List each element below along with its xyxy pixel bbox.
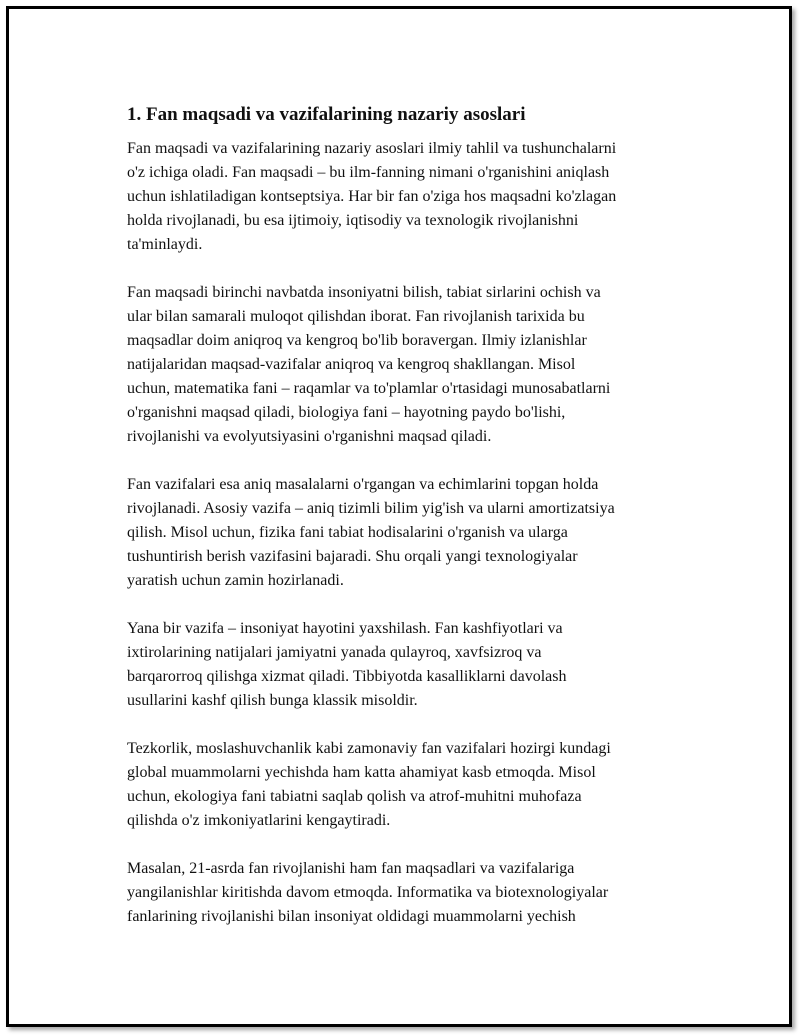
text-line: ular bilan samarali muloqot qilishdan iborat. Fan rivojlanish tarixida bu <box>127 308 585 325</box>
text-line: Masalan, 21-asrda fan rivojlanishi ham fan maqsadlari va vazifalariga <box>127 860 575 877</box>
text-line: uchun, matematika fani – raqamlar va to'plamlar o'rtasidagi munosabatlarni <box>127 380 611 397</box>
text-line: o'z ichiga oladi. Fan maqsadi – bu ilm-fanning nimani o'rganishini aniqlash <box>127 164 610 181</box>
text-line: rivojlanishi va evolyutsiyasini o'rganishni maqsad qiladi. <box>127 428 492 445</box>
text-line: qilishda o'z imkoniyatlarini kengaytiradi. <box>127 812 391 829</box>
text-line: ta'minlaydi. <box>127 236 203 253</box>
document-body <box>127 101 707 953</box>
text-line: Fan vazifalari esa aniq masalalarni o'rgangan va echimlarini topgan holda <box>127 476 599 493</box>
text-line: Yana bir vazifa – insoniyat hayotini yaxshilash. Fan kashfiyotlari va <box>127 620 563 637</box>
text-line: holda rivojlanadi, bu esa ijtimoiy, iqtisodiy va texnologik rivojlanishni <box>127 212 579 229</box>
text-line: yangilanishlar kiritishda davom etmoqda. Informatika va biotexnologiyalar <box>127 884 609 901</box>
text-line: tushuntirish berish vazifasini bajaradi. Shu orqali yangi texnologiyalar <box>127 548 578 565</box>
document-page <box>6 6 792 1027</box>
text-line: Tezkorlik, moslashuvchanlik kabi zamonaviy fan vazifalari hozirgi kundagi <box>127 740 611 757</box>
text-line: maqsadlar doim aniqroq va kengroq bo'lib boravergan. Ilmiy izlanishlar <box>127 332 587 349</box>
section-heading: 1. Fan maqsadi va vazifalarining nazariy asoslari <box>127 104 526 125</box>
text-line: yaratish uchun zamin hozirlanadi. <box>127 572 344 589</box>
text-line: Fan maqsadi birinchi navbatda insoniyatni bilish, tabiat sirlarini ochish va <box>127 284 601 301</box>
text-line: uchun ishlatiladigan kontseptsiya. Har bir fan o'ziga hos maqsadni ko'zlagan <box>127 188 617 205</box>
paragraph-4 <box>127 617 707 713</box>
text-line: global muammolarni yechishda ham katta ahamiyat kasb etmoqda. Misol <box>127 764 596 781</box>
text-line: fanlarining rivojlanishi bilan insoniyat oldidagi muammolarni yechish <box>127 908 576 925</box>
text-line: Fan maqsadi va vazifalarining nazariy asoslari ilmiy tahlil va tushunchalarni <box>127 140 617 157</box>
paragraph-5 <box>127 737 707 833</box>
paragraph-1 <box>127 137 707 257</box>
text-line: rivojlanadi. Asosiy vazifa – aniq tizimli bilim yig'ish va ularni amortizatsiya <box>127 500 615 517</box>
paragraph-2 <box>127 281 707 449</box>
text-line: natijalaridan maqsad-vazifalar aniqroq va kengroq shakllangan. Misol <box>127 356 576 373</box>
text-line: uchun, ekologiya fani tabiatni saqlab qolish va atrof-muhitni muhofaza <box>127 788 582 805</box>
text-line: ixtirolarining natijalari jamiyatni yanada qulayroq, xavfsizroq va <box>127 644 542 661</box>
text-line: qilish. Misol uchun, fizika fani tabiat hodisalarini o'rganish va ularga <box>127 524 568 541</box>
text-line: usullarini kashf qilish bunga klassik misoldir. <box>127 692 418 709</box>
text-line: o'rganishni maqsad qiladi, biologiya fani – hayotning paydo bo'lishi, <box>127 404 566 421</box>
text-line: barqarorroq qilishga xizmat qiladi. Tibbiyotda kasalliklarni davolash <box>127 668 567 685</box>
paragraph-6 <box>127 857 707 929</box>
paragraph-3 <box>127 473 707 593</box>
